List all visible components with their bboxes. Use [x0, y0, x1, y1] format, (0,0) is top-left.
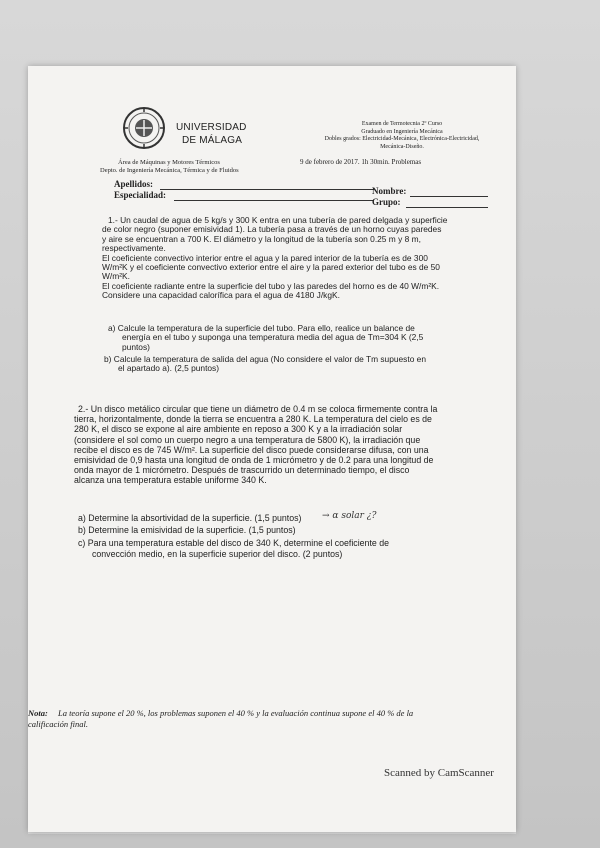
department-block: [100, 159, 239, 175]
problem2-part-b: [78, 526, 296, 535]
exam-date: 9 de febrero de 2017. 1h 30min. Problemas: [300, 158, 422, 166]
p2-line: tierra, horizontalmente, donde la tierra se encuentra a 280 K. La temperatura del cielo es de: [74, 414, 432, 425]
university-line2: DE MÁLAGA: [182, 135, 243, 146]
nombre-field[interactable]: [410, 196, 488, 197]
exam-double-degrees-2: Mecánica-Diseño.: [380, 143, 424, 150]
p2-line: (considere el sol como un cuerpo negro a una temperatura de 5800 K), la irradiación que: [74, 434, 421, 445]
p1-line: de color negro (suponer emisividad 1). La tubería pasa a través de un horno cuyas paredes: [102, 224, 442, 235]
nota-text: La teoría supone el 20 %, los problemas suponen el 40 % y la evaluación continua supone el 40 % de la: [57, 708, 414, 718]
scanner-watermark: Scanned by CamScanner: [384, 767, 494, 779]
p1a-line: a) Calcule la temperatura de la superficie del tubo. Para ello, realice un balance de: [108, 323, 415, 333]
p2-line: emisividad de 0,9 hasta una longitud de onda de 1 micrómetro y de 0.2 para una longitud de: [74, 455, 434, 466]
nota-label: Nota:: [28, 708, 48, 718]
p1b-line: el apartado a). (2,5 puntos): [118, 363, 220, 374]
grupo-field[interactable]: [406, 207, 488, 208]
university-line1: UNIVERSIDAD: [176, 122, 247, 133]
especialidad-field[interactable]: [174, 200, 374, 201]
p1b-line: b) Calcule la temperatura de salida del agua (No considere el valor de Tm supuesto en: [104, 354, 426, 364]
area-name: Área de Máquinas y Motores Térmicos: [118, 159, 220, 166]
p1-line: y aire se encuentran a 700 K. El diámetro y la longitud de la tubería son 0.25 m y 8 m,: [102, 233, 421, 244]
p1-line: El coeficiente radiante entre la superficie del tubo y las paredes del horno es de 40 W/m²K.: [102, 280, 440, 291]
note-line-1: [28, 708, 413, 719]
p1-line: W/m²K.: [102, 271, 130, 282]
exam-title: Examen de Termotecnia 2º Curso: [361, 121, 443, 127]
p1-line: Considere una capacidad calorífica para el agua de 4180 J/kgK.: [102, 290, 340, 301]
apellidos-field[interactable]: [160, 189, 374, 190]
nota-text-2: calificación final.: [28, 719, 88, 729]
problem2-part-c: [78, 538, 389, 560]
exam-sheet: [28, 66, 516, 832]
department-name: Depto. de Ingeniería Mecánica, Térmica y de Fluidos: [100, 167, 239, 174]
exam-degree: Graduado en Ingeniería Mecánica: [361, 128, 443, 135]
p1-line: W/m²K y el coeficiente convectivo exterior entre el aire y la pared exterior del tubo es de 50: [102, 262, 440, 273]
p2b-line: b) Determine la emisividad de la superficie. (1,5 puntos): [78, 525, 296, 535]
apellidos-label: Apellidos:: [114, 179, 154, 189]
university-name: [176, 121, 247, 147]
exam-double-degrees: Dobles grados: Electricidad-Mecánica, Electrónica-Electricidad,: [324, 136, 480, 142]
p1-line: respectivamente.: [102, 243, 166, 254]
footer-note: [28, 708, 413, 730]
p2a-line: a) Determine la absortividad de la superficie. (1,5 puntos): [78, 513, 302, 523]
p2-line: alcanza una temperatura estable uniforme 340 K.: [74, 475, 267, 486]
p2-line: recibe el disco es de 745 W/m². La superficie del disco puede considerarse difusa, con una: [74, 444, 429, 455]
university-seal-icon: [122, 106, 166, 150]
p1-line: El coeficiente convectivo interior entre el agua y la pared interior de la tubería es de 300: [102, 252, 428, 263]
p2-line: 280 K, el disco se expone al aire ambiente en reposo a 300 K y a la irradiación solar: [74, 424, 403, 435]
problem2-statement: [74, 404, 437, 486]
exam-header: [290, 121, 514, 151]
p1a-line: energía en el tubo y suponga una temperatura media del agua de Tm=304 K (2,5: [122, 332, 424, 343]
nombre-label: Nombre:: [372, 186, 407, 196]
problem1-statement: [102, 216, 447, 301]
p2-line: 2.- Un disco metálico circular que tiene un diámetro de 0.4 m se coloca firmemente contra la: [78, 404, 438, 414]
p2c-line: convección medio, en la superficie superior del disco. (2 puntos): [92, 549, 343, 559]
especialidad-label: Especialidad:: [114, 190, 167, 200]
problem1-part-a: [108, 324, 423, 352]
grupo-label: Grupo:: [372, 197, 401, 207]
p1-line: 1.- Un caudal de agua de 5 kg/s y 300 K entra en una tubería de pared delgada y superficie: [108, 215, 448, 225]
p1a-line: puntos): [122, 341, 150, 352]
p2-line: onda mayor de 1 micrómetro. Después de trascurrido un determinado tiempo, el disco: [74, 465, 410, 476]
handwritten-note: → α solar ¿?: [322, 511, 377, 521]
problem1-part-b: [104, 355, 426, 374]
problem2-part-a: [78, 514, 301, 523]
p2c-line: c) Para una temperatura estable del disco de 340 K, determine el coeficiente de: [78, 538, 390, 548]
